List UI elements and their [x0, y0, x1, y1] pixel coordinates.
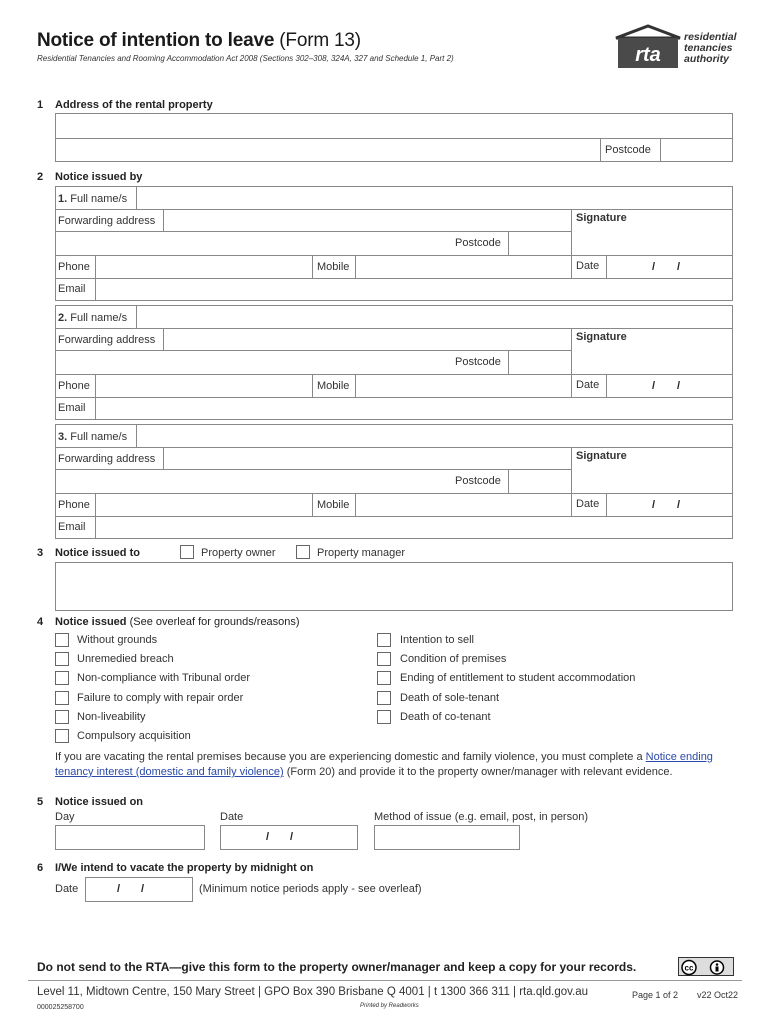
- signatory-3-date-label: Date: [576, 498, 600, 510]
- signatory-3-mobile-divider-left: [312, 493, 313, 516]
- vacate-date-slash-2: /: [141, 883, 145, 895]
- signatory-3-postcode-field[interactable]: [509, 470, 570, 492]
- do-not-send-notice: Do not send to the RTA—give this form to the property owner/manager and keep a copy for your records.: [37, 960, 637, 974]
- ground-left-2-checkbox[interactable]: [55, 652, 69, 666]
- printed-by: Printed by Readworks: [360, 1003, 419, 1009]
- signatory-1-email-label: Email: [58, 283, 86, 295]
- signatory-1-full-name-field[interactable]: [137, 187, 732, 208]
- ground-left-4-checkbox[interactable]: [55, 691, 69, 705]
- address-divider: [55, 138, 733, 139]
- signatory-2-mobile-divider-left: [312, 374, 313, 397]
- ground-left-5-checkbox[interactable]: [55, 710, 69, 724]
- signatory-1-postcode-field[interactable]: [509, 232, 570, 254]
- signatory-3-full-name-text: Full name/s: [70, 431, 128, 443]
- issue-date-field[interactable]: [220, 825, 358, 850]
- section-4-number: 4: [37, 616, 44, 628]
- postcode-divider: [600, 138, 601, 162]
- issue-day-field[interactable]: [55, 825, 205, 850]
- ground-right-5-label: Death of co-tenant: [400, 711, 491, 723]
- signatory-3-signature-field[interactable]: [572, 462, 732, 492]
- issue-day-label: Day: [55, 811, 75, 823]
- ground-left-1-label: Without grounds: [77, 634, 158, 646]
- issue-date-slash-1: /: [266, 831, 270, 843]
- signatory-3-postcode-label: Postcode: [455, 475, 501, 487]
- signatory-3-email-label: Email: [58, 521, 86, 533]
- signatory-1-mobile-field[interactable]: [356, 256, 570, 277]
- signatory-1-forwarding-address-label: Forwarding address: [58, 215, 156, 227]
- signatory-1-forwarding-address-field[interactable]: [164, 210, 570, 230]
- signatory-3-full-name-label: [58, 431, 127, 443]
- signatory-2-phone-field[interactable]: [96, 375, 311, 396]
- method-of-issue-label: Method of issue (e.g. email, post, in person): [374, 811, 588, 823]
- rta-contact-details: Level 11, Midtown Centre, 150 Mary Street | GPO Box 390 Brisbane Q 4001 | t 1300 366 311 | rta.qld.gov.au: [37, 986, 589, 998]
- ground-left-2-label: Unremedied breach: [77, 653, 174, 665]
- signatory-2-email-field[interactable]: [96, 398, 732, 419]
- dfv-note-text: If you are vacating the rental premises because you are experiencing domestic and family violence, you must complete a: [55, 751, 646, 763]
- signatory-3-email-field[interactable]: [96, 517, 732, 538]
- signatory-3-phone-field[interactable]: [96, 494, 311, 515]
- ground-left-3-label: Non-compliance with Tribunal order: [77, 672, 251, 684]
- signatory-2-full-name-field[interactable]: [137, 306, 732, 327]
- signatory-2-forwarding-address-field[interactable]: [164, 329, 570, 349]
- section-3-label: Notice issued to: [55, 547, 140, 559]
- dfv-note: [55, 750, 745, 780]
- section-1-number: 1: [37, 99, 44, 111]
- logo-word-2: tenancies: [684, 42, 733, 54]
- signatory-3-mobile-field[interactable]: [356, 494, 570, 515]
- signatory-2-signature-label: Signature: [576, 331, 627, 343]
- section-4-label: [55, 616, 300, 628]
- signatory-3-date-slash-1: /: [652, 499, 656, 511]
- signatory-2-full-name-label: [58, 312, 127, 324]
- section-4-title: Notice issued: [55, 616, 127, 628]
- signatory-2-number: 2.: [58, 312, 68, 324]
- section-6-label: I/We intend to vacate the property by midnight on: [55, 862, 314, 874]
- postcode-divider-2: [660, 138, 661, 162]
- section-1-label: Address of the rental property: [55, 99, 213, 111]
- notice-issued-to-box[interactable]: [55, 562, 733, 611]
- signatory-3-date-slash-2: /: [677, 499, 681, 511]
- signatory-2-forwarding-address-label: Forwarding address: [58, 334, 156, 346]
- ground-left-4-label: Failure to comply with repair order: [77, 692, 244, 704]
- ground-left-5-label: Non-liveability: [77, 711, 146, 723]
- signatory-1-date-slash-1: /: [652, 261, 656, 273]
- dfv-note-after: (Form 20) and provide it to the property owner/manager with relevant evidence.: [283, 766, 673, 778]
- method-of-issue-field[interactable]: [374, 825, 520, 850]
- section-2-label: Notice issued by: [55, 171, 143, 183]
- signatory-2-full-name-text: Full name/s: [70, 312, 128, 324]
- signatory-1-signature-label: Signature: [576, 212, 627, 224]
- signatory-2-postcode-field[interactable]: [509, 351, 570, 373]
- ground-right-4-label: Death of sole-tenant: [400, 692, 500, 704]
- signatory-2-mobile-label: Mobile: [317, 380, 350, 392]
- signatory-2-date-label: Date: [576, 379, 600, 391]
- signatory-2-date-slash-2: /: [677, 380, 681, 392]
- issue-date-slash-2: /: [290, 831, 294, 843]
- ground-left-6-checkbox[interactable]: [55, 729, 69, 743]
- ground-right-5-checkbox[interactable]: [377, 710, 391, 724]
- form-title-text: Notice of intention to leave: [37, 30, 275, 51]
- ground-right-3-label: Ending of entitlement to student accommodation: [400, 672, 636, 684]
- form-number: (Form 13): [279, 30, 361, 51]
- signatory-3-full-name-field[interactable]: [137, 425, 732, 446]
- signatory-2-date-field[interactable]: [607, 375, 732, 396]
- vacate-date-label: Date: [55, 883, 79, 895]
- signatory-1-rule-2: [55, 231, 571, 232]
- form-code: 000025258700: [37, 1004, 84, 1011]
- signatory-1-phone-label: Phone: [58, 261, 90, 273]
- signatory-1-postcode-label: Postcode: [455, 237, 501, 249]
- ground-right-2-label: Condition of premises: [400, 653, 507, 665]
- signatory-3-number: 3.: [58, 431, 68, 443]
- signatory-2-rule-2: [55, 350, 571, 351]
- ground-right-4-checkbox[interactable]: [377, 691, 391, 705]
- logo-wordmark: [684, 32, 737, 65]
- signatory-1-date-label: Date: [576, 260, 600, 272]
- signatory-3-signature-label: Signature: [576, 450, 627, 462]
- signatory-2-postcode-label: Postcode: [455, 356, 501, 368]
- page-number: Page 1 of 2: [632, 990, 679, 1000]
- section-5-label: Notice issued on: [55, 796, 144, 808]
- address-postcode-label: Postcode: [605, 144, 651, 156]
- signatory-1-phone-field[interactable]: [96, 256, 311, 277]
- issue-date-label: Date: [220, 811, 244, 823]
- property-manager-checkbox[interactable]: [296, 545, 310, 559]
- signatory-3-forwarding-address-field[interactable]: [164, 448, 570, 468]
- minimum-notice-note: (Minimum notice periods apply - see overleaf): [199, 883, 422, 895]
- signatory-1-signature-field[interactable]: [572, 224, 732, 254]
- signatory-2-phone-label: Phone: [58, 380, 90, 392]
- logo-word-1: residential: [684, 31, 737, 43]
- ground-left-3-checkbox[interactable]: [55, 671, 69, 685]
- ground-left-1-checkbox[interactable]: [55, 633, 69, 647]
- signatory-3-phone-label: Phone: [58, 499, 90, 511]
- signatory-3-forwarding-address-label: Forwarding address: [58, 453, 156, 465]
- footer-rule: [28, 980, 742, 981]
- signatory-2-email-label: Email: [58, 402, 86, 414]
- ground-left-6-label: Compulsory acquisition: [77, 730, 191, 742]
- property-owner-label: Property owner: [201, 547, 276, 559]
- signatory-2-signature-field[interactable]: [572, 343, 732, 373]
- property-owner-checkbox[interactable]: [180, 545, 194, 559]
- form-title: [37, 30, 361, 52]
- cc-text: cc: [684, 963, 694, 973]
- form-version: v22 Oct22: [697, 990, 739, 1000]
- vacate-date-slash-1: /: [117, 883, 121, 895]
- logo-word-3: authority: [684, 53, 729, 65]
- signatory-1-full-name-text: Full name/s: [70, 193, 128, 205]
- section-5-number: 5: [37, 796, 44, 808]
- signatory-3-mobile-label: Mobile: [317, 499, 350, 511]
- signatory-1-mobile-divider-left: [312, 255, 313, 278]
- ground-right-2-checkbox[interactable]: [377, 652, 391, 666]
- vacate-date-field[interactable]: [85, 877, 193, 902]
- signatory-3-date-field[interactable]: [607, 494, 732, 515]
- signatory-1-number: 1.: [58, 193, 68, 205]
- signatory-2-mobile-field[interactable]: [356, 375, 570, 396]
- signatory-1-full-name-label: [58, 193, 127, 205]
- logo-text: rta: [635, 44, 661, 66]
- signatory-2-date-slash-1: /: [652, 380, 656, 392]
- section-6-number: 6: [37, 862, 44, 874]
- creative-commons-badge: [678, 957, 734, 976]
- ground-right-1-label: Intention to sell: [400, 634, 474, 646]
- legislation-reference: Residential Tenancies and Rooming Accommodation Act 2008 (Sections 302–308, 324A, 327 and Schedule 1, Part 2): [37, 54, 454, 63]
- property-manager-label: Property manager: [317, 547, 406, 559]
- section-2-number: 2: [37, 171, 44, 183]
- signatory-1-date-slash-2: /: [677, 261, 681, 273]
- ground-right-3-checkbox[interactable]: [377, 671, 391, 685]
- section-3-number: 3: [37, 547, 44, 559]
- ground-right-1-checkbox[interactable]: [377, 633, 391, 647]
- signatory-1-email-field[interactable]: [96, 279, 732, 300]
- form-20-link[interactable]: Notice ending tenancy interest (domestic and family violence): [55, 751, 713, 778]
- section-4-note: (See overleaf for grounds/reasons): [129, 616, 300, 628]
- signatory-3-rule-2: [55, 469, 571, 470]
- signatory-1-date-field[interactable]: [607, 256, 732, 277]
- signatory-1-mobile-label: Mobile: [317, 261, 350, 273]
